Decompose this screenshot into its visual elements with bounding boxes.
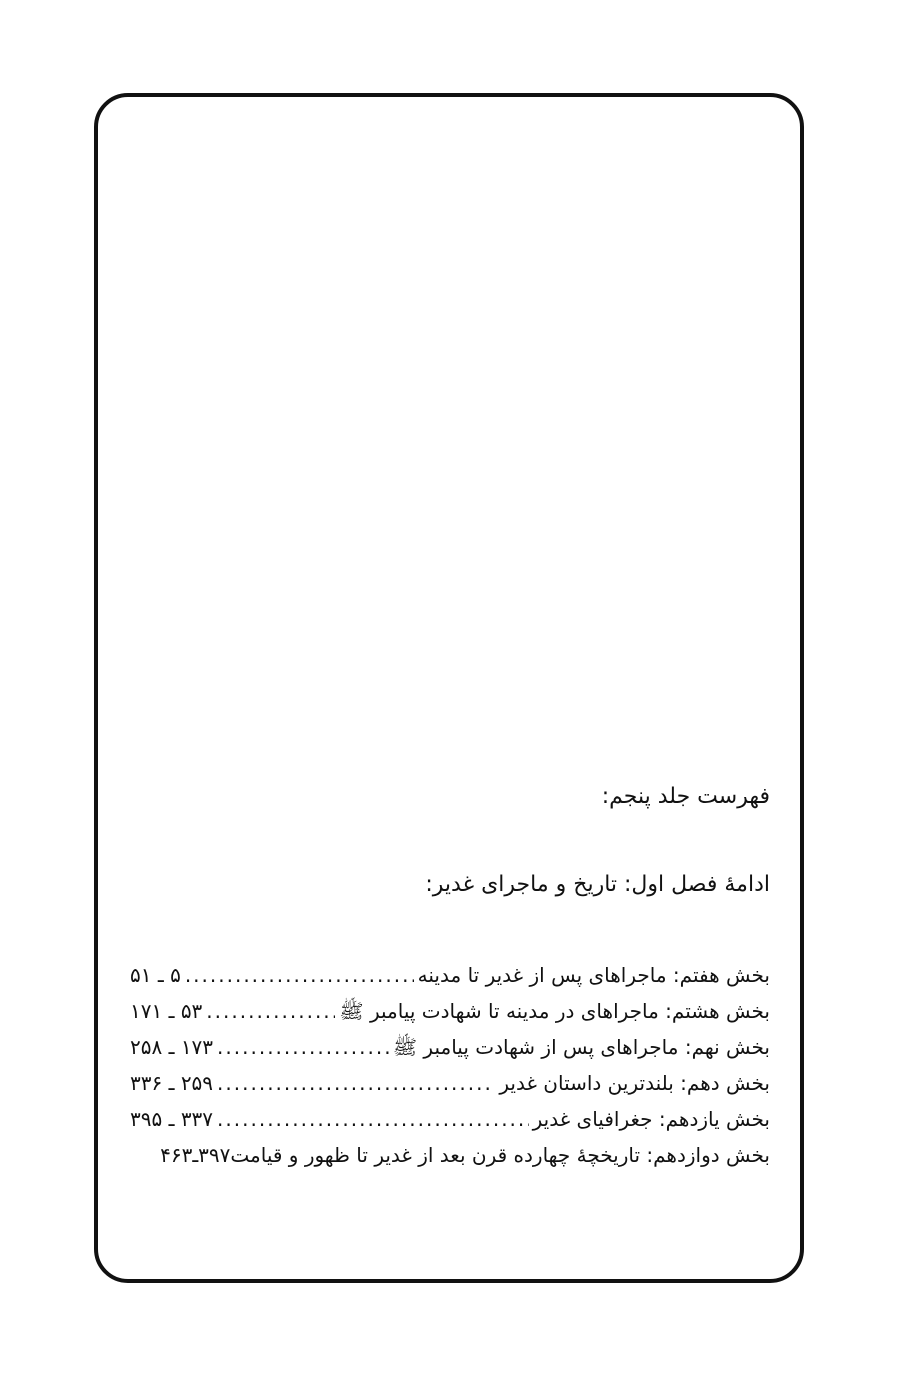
- dot-leader: [206, 993, 335, 1029]
- toc-entry-title: بخش نهم: ماجراهای پس از شهادت پیامبر ﷺ: [392, 1035, 770, 1059]
- dot-leader: [217, 1101, 529, 1137]
- toc-entry-pages: ۵۳ ـ ۱۷۱: [130, 999, 203, 1023]
- toc-entry-title: بخش دوازدهم: تاریخچهٔ چهارده قرن بعد از غدیر تا ظهور و قیامت: [230, 1143, 770, 1167]
- toc-entry: [130, 957, 770, 993]
- toc-entry-pages: ۲۵۹ ـ ۳۳۶: [130, 1071, 214, 1095]
- toc-entry-title: بخش یازدهم: جغرافیای غدیر: [532, 1107, 770, 1131]
- toc-entry-pages: ۳۹۷ـ۴۶۳: [160, 1143, 231, 1167]
- toc-entry-pages: ۵ ـ ۵۱: [130, 963, 181, 987]
- toc-entry-pages: ۱۷۳ ـ ۲۵۸: [130, 1035, 214, 1059]
- dot-leader: [217, 1065, 495, 1101]
- toc-entry: [130, 1101, 770, 1137]
- toc-list: [130, 957, 770, 1173]
- toc-heading: فهرست جلد پنجم:: [601, 784, 770, 809]
- dot-leader: [185, 957, 414, 993]
- toc-entry-title: بخش هشتم: ماجراهای در مدینه تا شهادت پیامبر ﷺ: [339, 999, 770, 1023]
- toc-entry: [130, 1029, 770, 1065]
- toc-entry: [130, 1137, 770, 1173]
- toc-entry-pages: ۳۳۷ ـ ۳۹۵: [130, 1107, 214, 1131]
- toc-entry: [130, 1065, 770, 1101]
- dot-leader: [217, 1029, 389, 1065]
- chapter-subheading: ادامهٔ فصل اول: تاریخ و ماجرای غدیر:: [425, 872, 770, 897]
- toc-entry: [130, 993, 770, 1029]
- toc-entry-title: بخش هفتم: ماجراهای پس از غدیر تا مدینه: [417, 963, 770, 987]
- toc-entry-title: بخش دهم: بلندترین داستان غدیر: [499, 1071, 770, 1095]
